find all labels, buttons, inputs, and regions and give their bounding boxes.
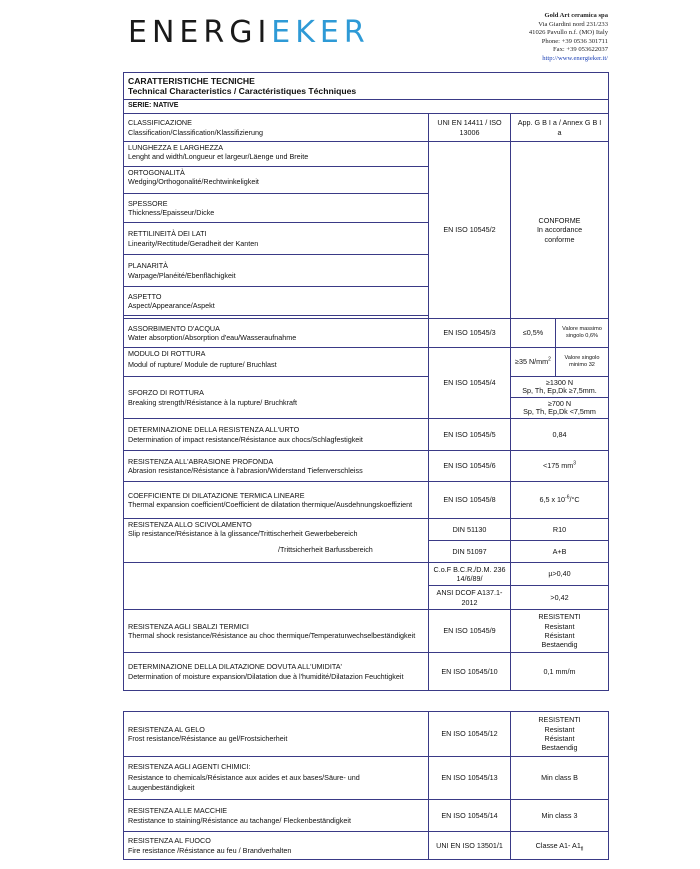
logo-accent: EKER bbox=[271, 15, 370, 50]
table-row: ASPETTO Aspect/Appearance/Aspekt bbox=[124, 287, 609, 316]
company-phone: Phone: +39 0536 301711 bbox=[541, 37, 608, 45]
table-row: MODULO DI ROTTURA Modul of rupture/ Module de rupture/ Bruchlast EN ISO 10545/4 ≥35 $N/mm^2$ Valore singolo minimo 32 bbox=[124, 348, 609, 377]
group-standard: EN ISO 10545/2 bbox=[429, 142, 511, 319]
table-row: RETTILINEITÀ DEI LATI Linearity/Rectitude/Geradheit der Kanten bbox=[124, 223, 609, 255]
table-row: SPESSORE Thickness/Epaisseur/Dicke bbox=[124, 194, 609, 223]
table-row: ASSORBIMENTO D'ACQUA Water absorption/Absorption d'eau/Wasseraufnahme EN ISO 10545/3 ≤0,5% Valore massimo singolo 0,6% bbox=[124, 319, 609, 348]
table-row: C.o.F B.C.R./D.M. 236 14/6/89/ µ>0,40 bbox=[124, 563, 609, 586]
table-row: DETERMINAZIONE DELLA RESISTENZA ALL'URTO Determination of impact resistance/Résistance aux chocs/Schlagfestigkeit EN ISO 10545/5 0,84 bbox=[124, 419, 609, 451]
company-address-1: Via Giardini nord 231/233 bbox=[538, 20, 608, 28]
table-row: RESISTENZA ALL'ABRASIONE PROFONDA Abrasion resistance/Résistance à l'abrasion/Widerstand Tiefenverschleiss EN ISO 10545/6 <175 $mm^3$ bbox=[124, 451, 609, 482]
table-row: SFORZO DI ROTTURA Breaking strength/Résistance à la rupture/ Bruchkraft ≥1300 N Sp, Th, Ep,Dk ≥7,5mm. bbox=[124, 377, 609, 398]
table-row: ANSI DCOF A137.1-2012 >0,42 bbox=[124, 586, 609, 610]
table-row: RESISTENZA ALLO SCIVOLAMENTO Slip resistance/Résistance à la glissance/Trittischerheit Gewerbebereich /Trittsicherheit Barfussbereich DIN 51130 R10 bbox=[124, 519, 609, 541]
table-row: DIN 51097 A+B bbox=[124, 541, 609, 563]
table-row: RESISTENZA AL FUOCO Fire resistance /Résistance au feu / Brandverhalten UNI EN ISO 13501/1 Classe A1- $A1_{fl}$ bbox=[124, 832, 609, 860]
table-row: RESISTENZA AGLI AGENTI CHIMICI: Resistance to chemicals/Résistance aux acides et aux bases/Säure- und Laugenbeständigkeit EN ISO 10545/13 Min class B bbox=[124, 757, 609, 800]
company-name: Gold Art ceramica spa bbox=[544, 12, 608, 19]
table-row: COEFFICIENTE DI DILATAZIONE TERMICA LINEARE Thermal expansion coefficient/Coefficient de dilatation thermique/Ausdehnungskoeffizient EN ISO 10545/8 6,5 x $10^{-6}/^\circ C$ bbox=[124, 482, 609, 519]
company-fax: Fax: +39 053622037 bbox=[552, 46, 608, 54]
table-row: PLANARITÀ Warpage/Planéité/Ebenflächigkeit bbox=[124, 255, 609, 287]
technical-table bbox=[123, 72, 609, 691]
table-row: DETERMINAZIONE DELLA DILATAZIONE DOVUTA ALL'UMIDITA' Determination of moisture expansion/Dilatation due à l'humidité/Dilatazion Feuchtigkeit EN ISO 10545/10 0,1 mm/m bbox=[124, 653, 609, 691]
table-row: ≥700 N Sp, Th, Ep,Dk <7,5mm bbox=[124, 398, 609, 419]
table-row: RESISTENZA ALLE MACCHIE Restistance to staining/Résistance au tachange/ Fleckenbeständigkeit EN ISO 10545/14 Min class 3 bbox=[124, 800, 609, 832]
group-value: CONFORME In accordance conforme bbox=[511, 142, 609, 319]
company-website-link[interactable]: http://www.energieker.it/ bbox=[542, 54, 608, 62]
table-row: RESISTENZA AL GELO Frost resistance/Résistance au gel/Frostsicherheit EN ISO 10545/12 RESISTENTI Resistant Résistant Bestaendig bbox=[124, 712, 609, 757]
company-address-2: 41026 Pavullo n.f. (MO) Italy bbox=[528, 29, 608, 37]
company-info bbox=[529, 12, 608, 64]
table-title: CARATTERISTICHE TECNICHE Technical Characteristics / Caractéristiques Téchniques bbox=[124, 73, 609, 100]
serie-label: SERIE: NATIVE bbox=[124, 100, 609, 114]
table-row: LUNGHEZZA E LARGHEZZA Lenght and width/Longueur et largeur/Läenge und Breite EN ISO 10545/2 CONFORME In accordance conforme bbox=[124, 142, 609, 167]
table-row: RESISTENZA AGLI SBALZI TERMICI Thermal shock resistance/Résistance au choc thermique/Temperaturwechselbeständigkeit EN ISO 10545/9 RESISTENTI Resistant Résistant Bestaendig bbox=[124, 610, 609, 653]
energieker-logo: ENERGIEKER bbox=[128, 15, 370, 50]
table-row: CLASSIFICAZIONE Classification/Classification/Klassifizierung UNI EN 14411 / ISO 13006 App. G B I a / Annex G B I a bbox=[124, 114, 609, 142]
table-row: ORTOGONALITÀ Wedging/Orthogonalité/Rechtwinkeligkeit bbox=[124, 167, 609, 194]
technical-table-2 bbox=[123, 711, 609, 860]
